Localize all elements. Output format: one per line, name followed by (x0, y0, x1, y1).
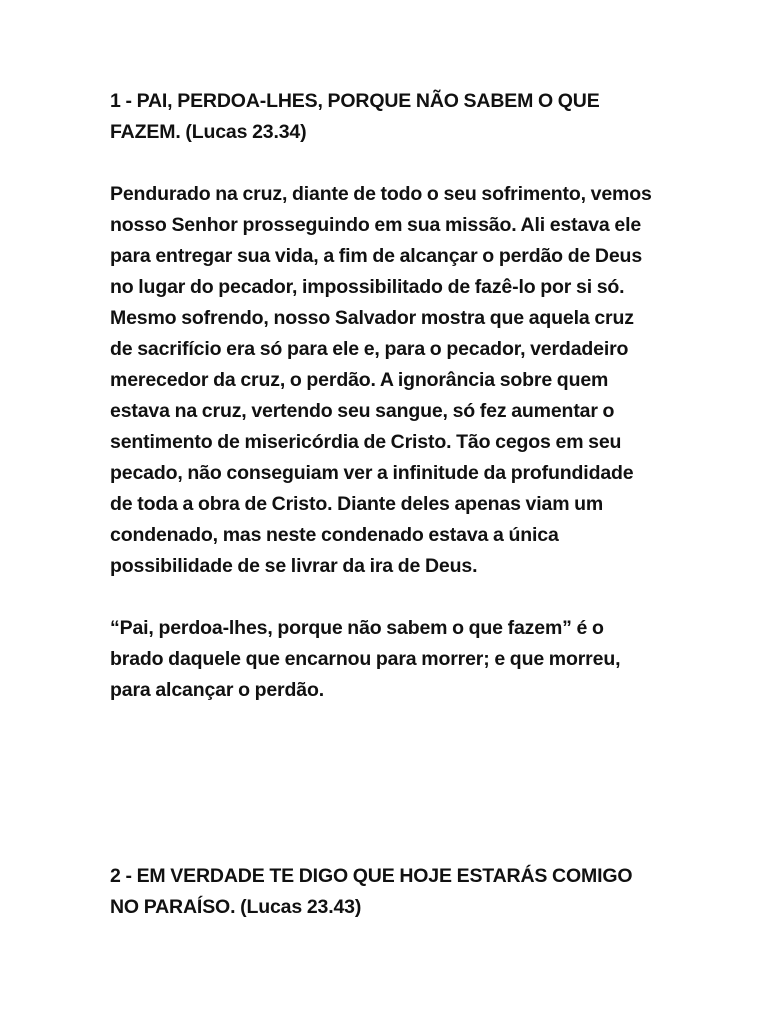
section-2-heading: 2 - EM VERDADE TE DIGO QUE HOJE ESTARÁS COMIGO NO PARAÍSO. (Lucas 23.43) (110, 865, 633, 918)
section-1-paragraph-1: Pendurado na cruz, diante de todo o seu sofrimento, vemos nosso Senhor prosseguindo em sua missão. Ali estava ele para entregar sua vida, a fim de alcançar o perdão de Deus no lugar do pecador, impossibilitado de fazê-lo por si só. Mesmo sofrendo, nosso Salvador mostra que aquela cruz de sacrifício era só para ele e, para o pecador, verdadeiro merecedor da cruz, o perdão. A ignorância sobre quem estava na cruz, vertendo seu sangue, só fez aumentar o sentimento de misericórdia de Cristo. Tão cegos em seu pecado, não conseguiam ver a infinitude da profundidade de toda a obra de Cristo. Diante deles apenas viam um condenado, mas neste condenado estava a única possibilidade de se livrar da ira de Deus. (110, 183, 652, 577)
section-1-paragraph-2: “Pai, perdoa-lhes, porque não sabem o que fazem” é o brado daquele que encarnou para morrer; e que morreu, para alcançar o perdão. (110, 617, 621, 701)
section-1-heading: 1 - PAI, PERDOA-LHES, PORQUE NÃO SABEM O QUE FAZEM. (Lucas 23.34) (110, 90, 600, 143)
section-spacer (110, 737, 660, 861)
document-body (110, 86, 660, 954)
